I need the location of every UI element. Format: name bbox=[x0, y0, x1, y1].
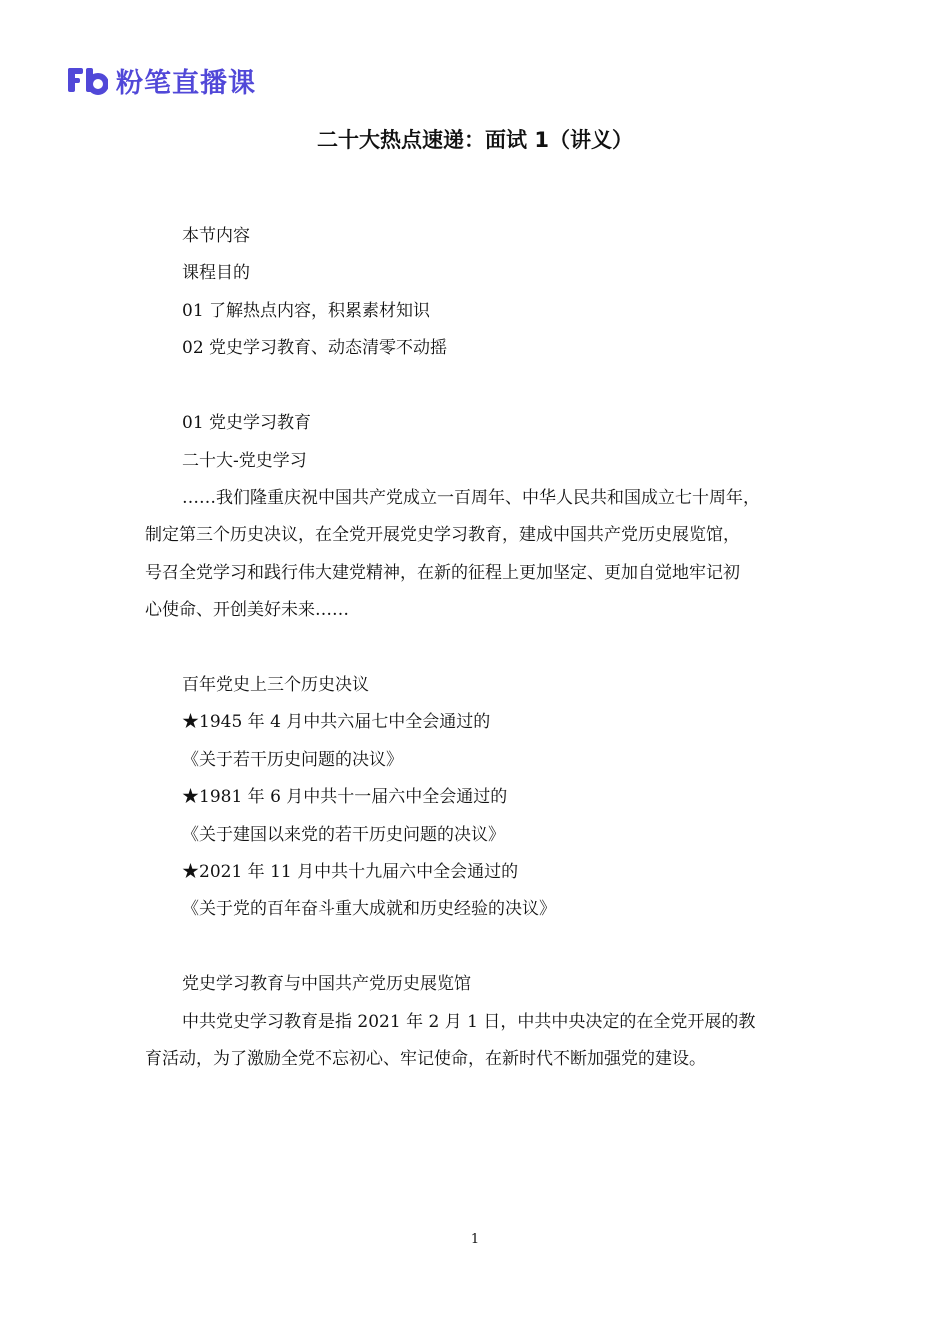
logo-text: 粉笔直播课 bbox=[116, 67, 256, 99]
section-heading: 百年党史上三个历史决议 bbox=[182, 675, 369, 695]
text-line: 本节内容 bbox=[182, 226, 250, 246]
list-item: ★2021 年 11 月中共十九届六中全会通过的 bbox=[182, 862, 519, 882]
fenbi-logo bbox=[66, 62, 256, 98]
text-line: 二十大-党史学习 bbox=[182, 451, 307, 471]
section-heading: 党史学习教育与中国共产党历史展览馆 bbox=[182, 974, 471, 994]
paragraph-line: 中共党史学习教育是指 2021 年 2 月 1 日，中共中央决定的在全党开展的教 bbox=[182, 1012, 756, 1032]
section-heading: 01 党史学习教育 bbox=[182, 413, 312, 433]
list-item: 《关于建国以来党的若干历史问题的决议》 bbox=[182, 825, 505, 845]
list-item: 《关于党的百年奋斗重大成就和历史经验的决议》 bbox=[182, 899, 556, 919]
paragraph-line: 制定第三个历史决议，在全党开展党史学习教育，建成中国共产党历史展览馆， bbox=[145, 525, 740, 545]
text-line: 02 党史学习教育、动态清零不动摇 bbox=[182, 338, 448, 358]
paragraph-line: ……我们隆重庆祝中国共产党成立一百周年、中华人民共和国成立七十周年， bbox=[182, 488, 760, 508]
text-line: 课程目的 bbox=[182, 263, 250, 283]
paragraph-line: 心使命、开创美好未来…… bbox=[145, 600, 349, 620]
text-line: 01 了解热点内容，积累素材知识 bbox=[182, 301, 431, 321]
page-number: 1 bbox=[470, 1232, 480, 1247]
document-title: 二十大热点速递：面试 1（讲义） bbox=[317, 128, 633, 152]
paragraph-line: 育活动，为了激励全党不忘初心、牢记使命，在新时代不断加强党的建设。 bbox=[145, 1049, 706, 1069]
list-item: 《关于若干历史问题的决议》 bbox=[182, 750, 403, 770]
paragraph-line: 号召全党学习和践行伟大建党精神，在新的征程上更加坚定、更加自觉地牢记初 bbox=[145, 563, 740, 583]
list-item: ★1945 年 4 月中共六届七中全会通过的 bbox=[182, 712, 491, 732]
list-item: ★1981 年 6 月中共十一届六中全会通过的 bbox=[182, 787, 508, 807]
fb-logo-icon bbox=[66, 65, 108, 95]
